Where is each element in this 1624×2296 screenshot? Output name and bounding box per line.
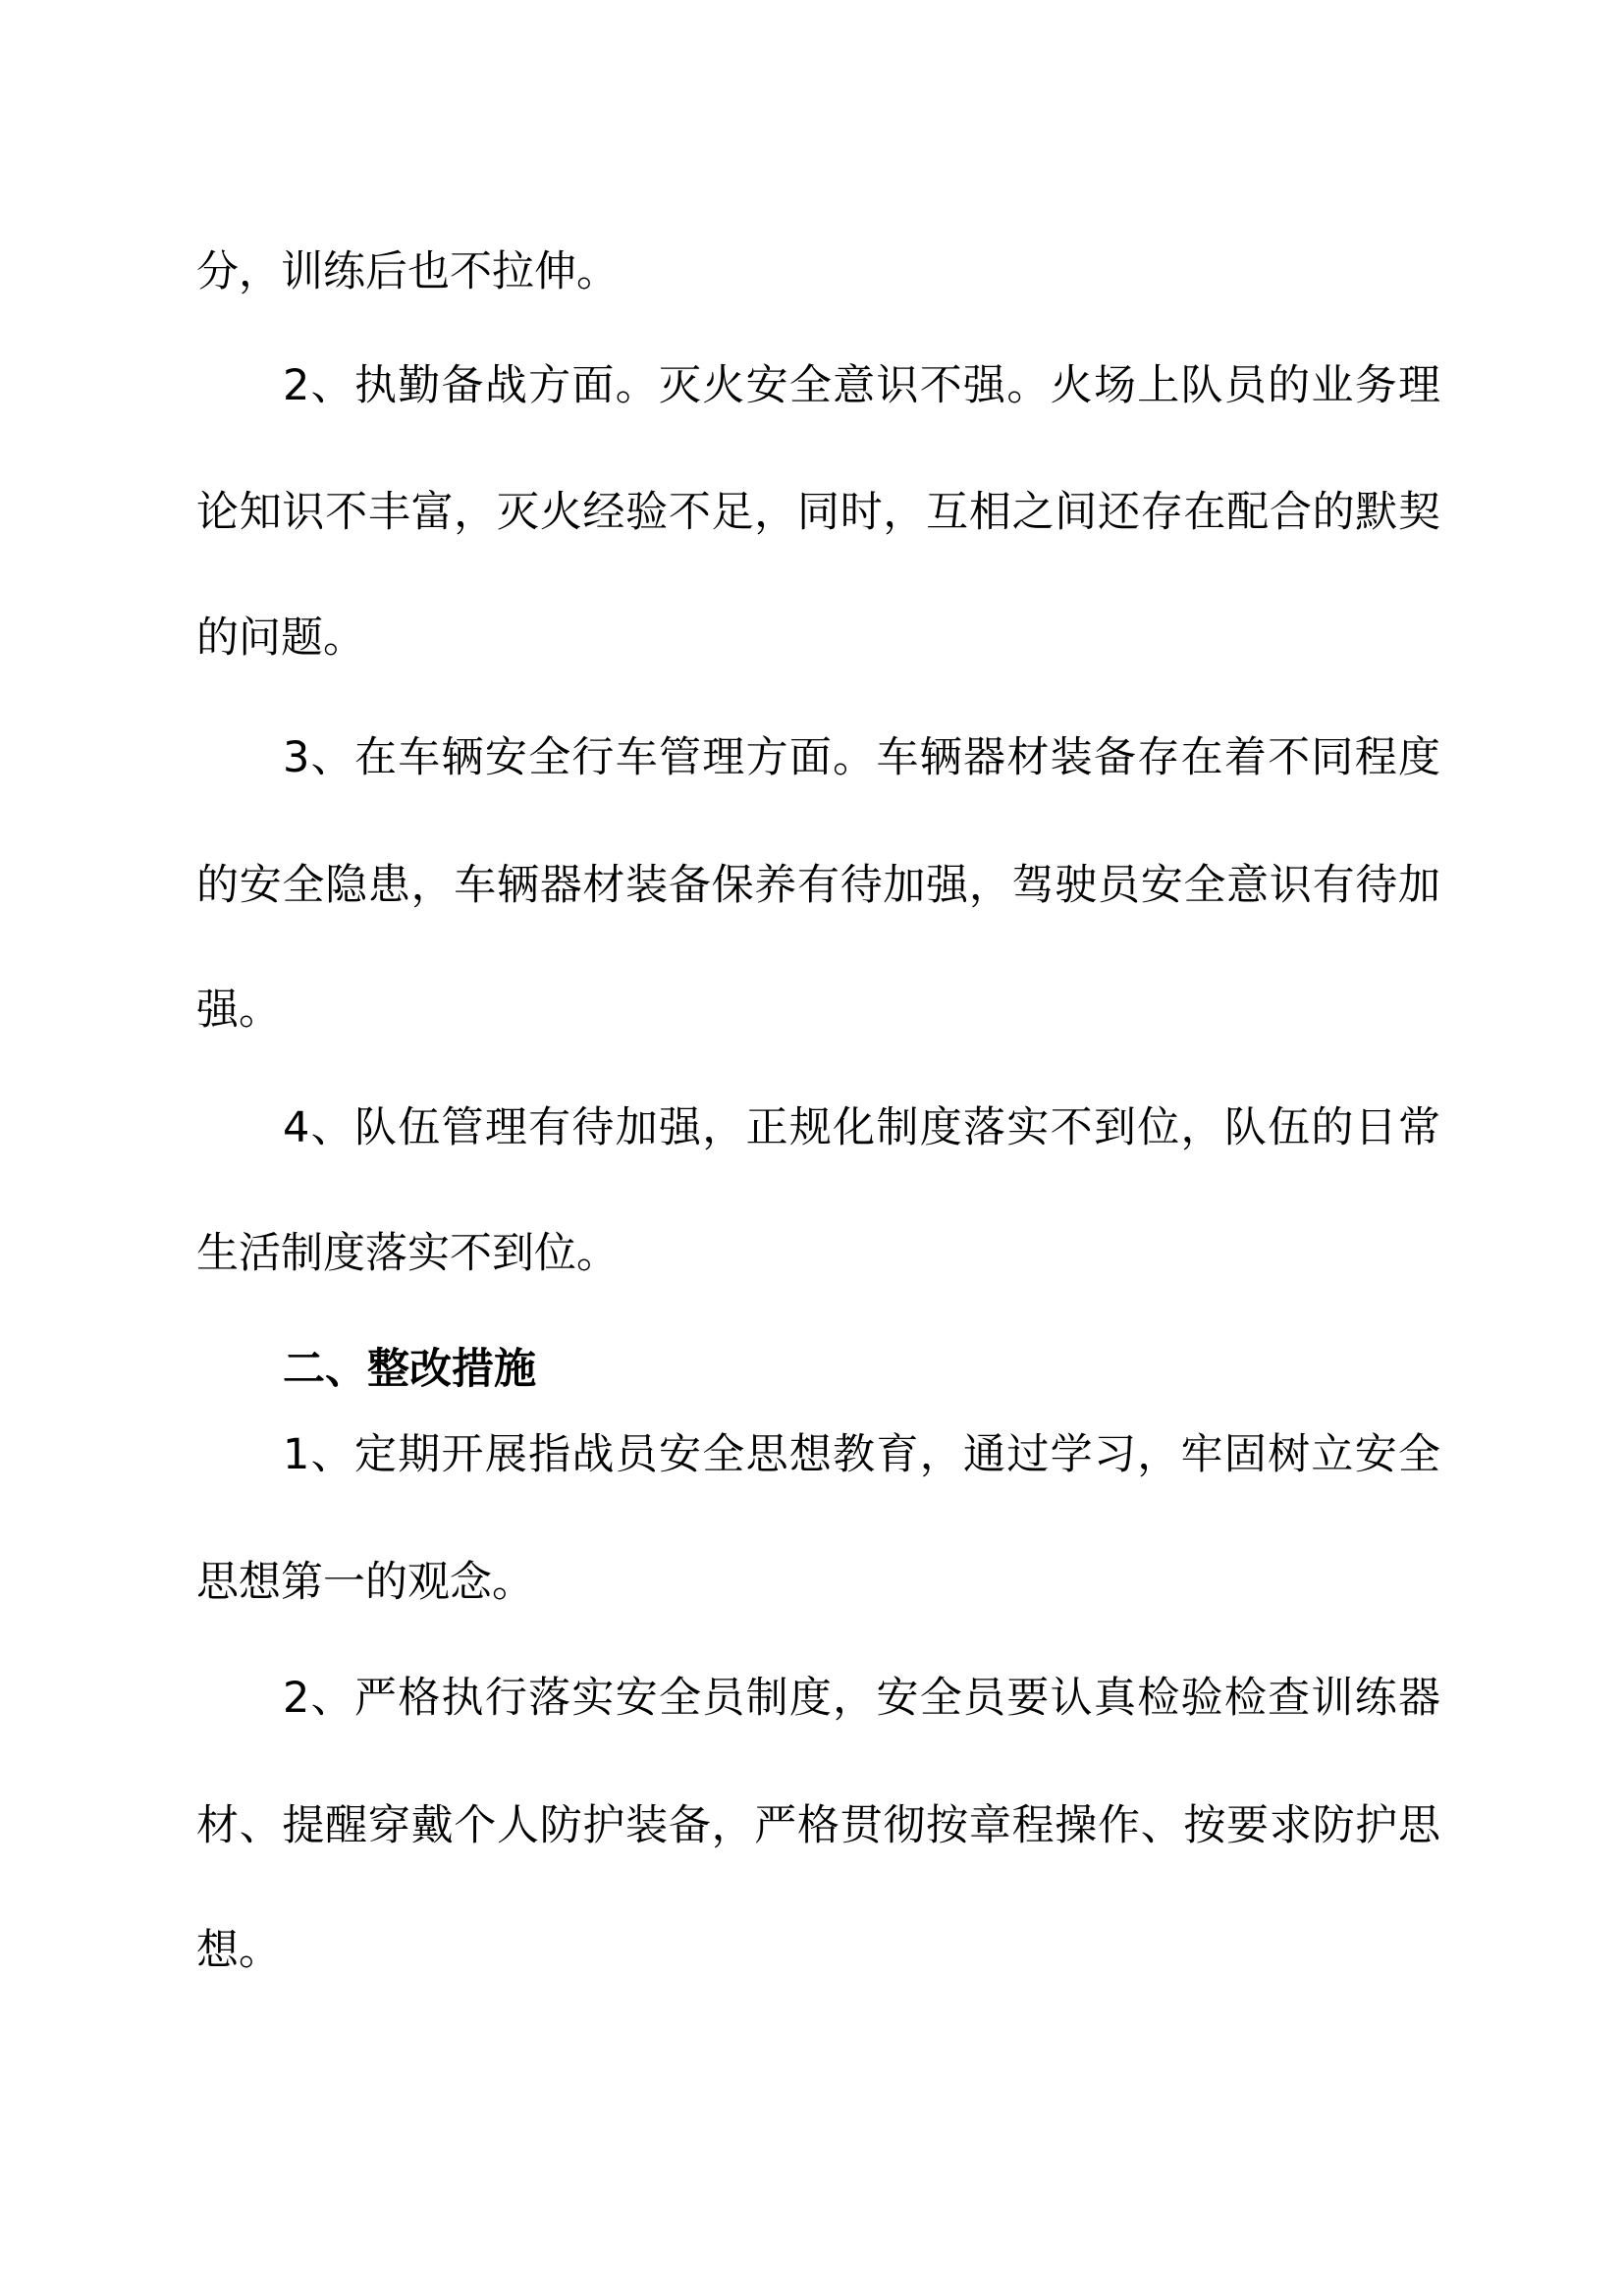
paragraph-line: 分，训练后也不拉伸。 (196, 247, 619, 296)
paragraph-line: 论知识不丰富，灭火经验不足，同时，互相之间还存在配合的默契 (196, 488, 1440, 537)
section-heading: 二、整改措施 (283, 1345, 536, 1394)
paragraph-line: 思想第一的观念。 (196, 1558, 534, 1607)
paragraph-line: 的问题。 (196, 614, 365, 663)
paragraph-line: 4、队伍管理有待加强，正规化制度落实不到位，队伍的日常 (283, 1103, 1440, 1152)
paragraph-line: 材、提醒穿戴个人防护装备，严格贯彻按章程操作、按要求防护思 (196, 1801, 1440, 1850)
paragraph-line: 3、在车辆安全行车管理方面。车辆器材装备存在着不同程度 (283, 733, 1440, 782)
paragraph-line: 1、定期开展指战员安全思想教育，通过学习，牢固树立安全 (283, 1430, 1440, 1479)
paragraph-line: 2、执勤备战方面。灭火安全意识不强。火场上队员的业务理 (283, 361, 1440, 410)
paragraph-line: 的安全隐患，车辆器材装备保养有待加强，驾驶员安全意识有待加 (196, 861, 1440, 910)
paragraph-line: 想。 (196, 1926, 281, 1975)
paragraph-line: 强。 (196, 986, 281, 1035)
paragraph-line: 2、严格执行落实安全员制度，安全员要认真检验检查训练器 (283, 1674, 1440, 1723)
paragraph-line: 生活制度落实不到位。 (196, 1229, 619, 1278)
